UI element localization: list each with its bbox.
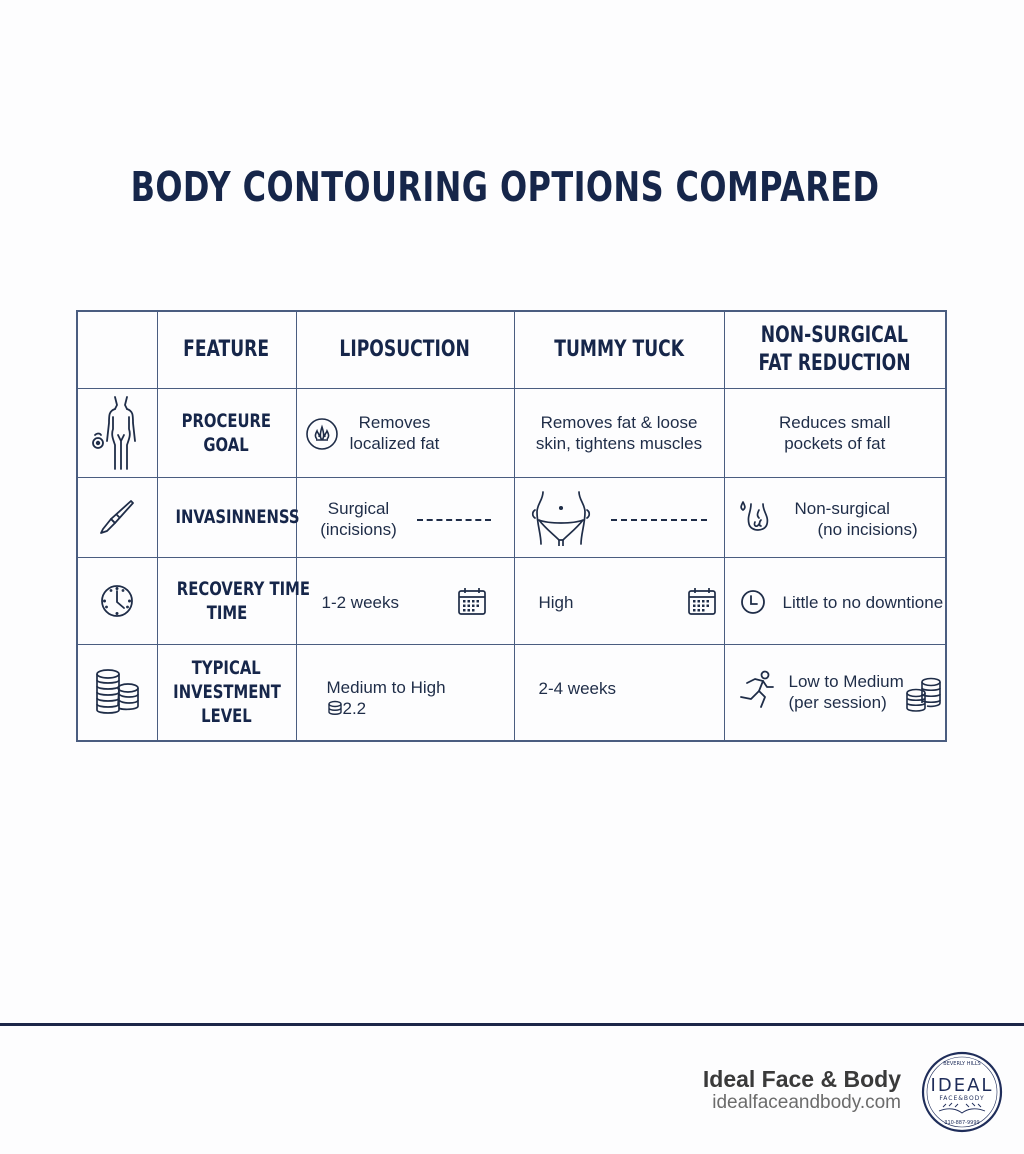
body-silhouette-icon xyxy=(85,393,149,473)
page-title: BODY CONTOURING OPTIONS COMPARED xyxy=(130,163,880,211)
liposuction-investment-line1: Medium to High xyxy=(326,677,446,697)
tummy-tuck-goal-line2: skin, tightens muscles xyxy=(535,433,703,453)
liposuction-goal-line2: localized fat xyxy=(349,433,440,453)
row-icon-cell xyxy=(77,477,157,557)
tummy-tuck-goal-line1: Removes fat & loose xyxy=(540,412,698,432)
footer-divider xyxy=(0,1023,1024,1026)
liposuction-invasive-line2: (incisions) xyxy=(320,519,397,539)
seal-main-text: IDEAL xyxy=(930,1075,994,1096)
seal-sub-text: FACE&BODY xyxy=(939,1095,985,1102)
dashed-separator xyxy=(611,519,707,521)
non-surgical-invasive-line1: Non-surgical xyxy=(794,498,890,518)
header-tummy-tuck: TUMMY TUCK xyxy=(514,311,724,388)
clock-icon xyxy=(99,583,135,619)
non-surgical-goal-cell xyxy=(724,388,946,477)
non-surgical-investment-line1: Low to Medium xyxy=(788,671,904,691)
tummy-tuck-goal-cell xyxy=(514,388,724,477)
scalpel-icon xyxy=(97,497,137,537)
non-surgical-goal-line2: pockets of fat xyxy=(784,433,886,453)
tummy-tuck-recovery-cell xyxy=(514,557,724,644)
brand-name: Ideal Face & Body xyxy=(702,1066,901,1092)
brand-url[interactable]: idealfaceandbody.com xyxy=(712,1092,901,1113)
non-surgical-investment-cell xyxy=(724,644,946,741)
small-coin-icon xyxy=(327,700,343,716)
brand-seal-logo xyxy=(921,1051,1003,1133)
non-surgical-invasive-line2: (no incisions) xyxy=(817,519,918,539)
table-row xyxy=(77,557,946,644)
non-surgical-recovery-cell xyxy=(724,557,946,644)
header-liposuction: LIPOSUCTION xyxy=(296,311,514,388)
liposuction-invasive-line1: Surgical xyxy=(327,498,390,518)
feature-invasiveness: INVASINNENSS xyxy=(157,477,296,557)
tummy-tuck-investment-cell xyxy=(514,644,724,741)
feature-recovery-time: RECOVERY TIME TIME xyxy=(157,557,296,644)
liposuction-invasiveness-cell xyxy=(296,477,514,557)
header-non-surgical: NON-SURGICAL FAT REDUCTION xyxy=(724,311,946,388)
seal-top-text: BEVERLY HILLS xyxy=(943,1061,981,1067)
coin-stack-icon xyxy=(905,677,943,713)
liposuction-investment-cell xyxy=(296,644,514,741)
table-row xyxy=(77,644,946,741)
comparison-table xyxy=(76,310,947,742)
non-surgical-goal-line1: Reduces small xyxy=(779,412,891,432)
running-person-icon xyxy=(737,669,779,711)
row-icon-cell xyxy=(77,644,157,741)
non-surgical-recovery-text: Little to no downtione xyxy=(782,592,944,612)
water-drop-icon xyxy=(737,498,777,538)
tummy-tuck-recovery-text: High xyxy=(538,592,574,612)
dashed-separator xyxy=(417,519,491,521)
table-row xyxy=(77,388,946,477)
calendar-icon xyxy=(687,586,717,616)
header-icon-column xyxy=(77,311,157,388)
liposuction-investment-line2: 2.2 xyxy=(342,698,367,718)
feature-investment-level: TYPICAL INVESTMENT LEVEL xyxy=(157,644,296,741)
abdomen-icon xyxy=(529,490,593,546)
coin-stack-icon xyxy=(94,668,140,716)
liposuction-recovery-cell xyxy=(296,557,514,644)
header-feature: FEATURE xyxy=(157,311,296,388)
fat-droplet-circle-icon xyxy=(305,417,339,451)
liposuction-goal-line1: Removes xyxy=(358,412,431,432)
brand-block xyxy=(703,1066,901,1114)
row-icon-cell xyxy=(77,557,157,644)
non-surgical-investment-line2: (per session) xyxy=(788,692,887,712)
row-icon-cell xyxy=(77,388,157,477)
non-surgical-invasiveness-cell xyxy=(724,477,946,557)
tummy-tuck-investment-text: 2-4 weeks xyxy=(538,678,616,698)
feature-procedure-goal: PROCEURE GOAL xyxy=(157,388,296,477)
seal-bottom-text: 310-887-9999 xyxy=(944,1120,980,1126)
small-clock-icon xyxy=(740,589,766,615)
table-header-row xyxy=(77,311,946,388)
table-row xyxy=(77,477,946,557)
liposuction-goal-cell xyxy=(296,388,514,477)
tummy-tuck-invasiveness-cell xyxy=(514,477,724,557)
calendar-icon xyxy=(457,586,487,616)
liposuction-recovery-text: 1-2 weeks xyxy=(321,592,399,612)
